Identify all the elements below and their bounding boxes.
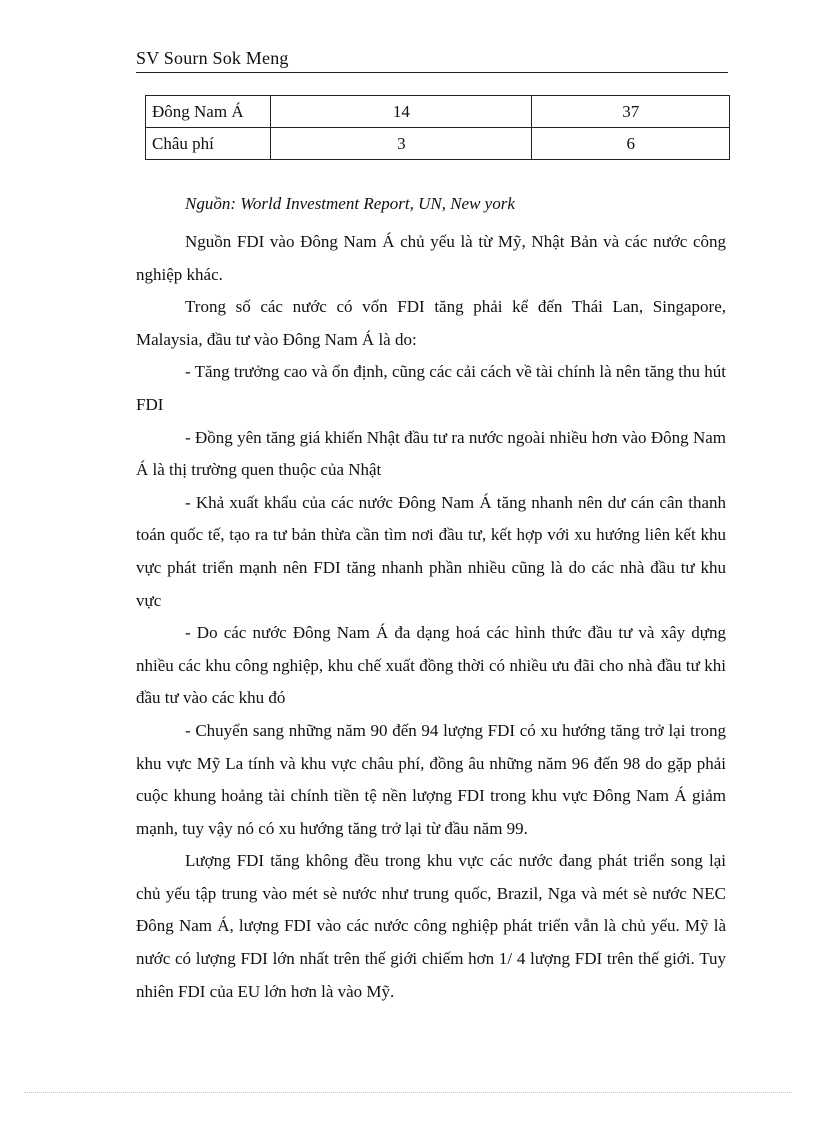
page-header — [136, 48, 728, 73]
table-row — [146, 128, 730, 160]
paragraph: Lượng FDI tăng không đều trong khu vực các nước đang phát triển song lại chủ yếu tập trung vào mét sè nước như trung quốc, Brazil, Nga và mét sè nước NEC Đông Nam Á, lượng FDI vào các nước công nghiệp phát triển vẫn là chủ yếu. Mỹ là nước có lượng FDI lớn nhất trên thế giới chiếm hơn 1/ 4 lượng FDI trên thế giới. Tuy nhiên FDI của EU lớn hơn là vào Mỹ. — [136, 851, 726, 1001]
paragraph: - Khả xuất khẩu của các nước Đông Nam Á tăng nhanh nên dư cán cân thanh toán quốc tế, tạo ra tư bản thừa cần tìm nơi đầu tư, kết hợp với xu hướng liên kết khu vực phát triển mạnh nên FDI tăng nhanh phần nhiều cũng là do các nhà đầu tư khu vực — [136, 492, 726, 610]
header-author: SV Sourn Sok Meng — [136, 48, 289, 68]
table-cell-region: Đông Nam Á — [146, 96, 271, 128]
table-cell-value: 37 — [532, 96, 730, 128]
paragraph: Trong số các nước có vốn FDI tăng phải kể đến Thái Lan, Singapore, Malaysia, đầu tư vào Đông Nam Á là do: — [136, 297, 726, 349]
body-text — [136, 226, 726, 1008]
paragraph: - Tăng trưởng cao và ổn định, cũng các cải cách về tài chính là nên tăng thu hút FDI — [136, 362, 726, 414]
table-cell-value: 14 — [271, 96, 532, 128]
table-cell-region: Châu phí — [146, 128, 271, 160]
paragraph: - Đồng yên tăng giá khiến Nhật đầu tư ra nước ngoài nhiều hơn vào Đông Nam Á là thị trường quen thuộc của Nhật — [136, 427, 726, 480]
table-cell-value: 3 — [271, 128, 532, 160]
fdi-table — [145, 95, 730, 160]
table-row — [146, 96, 730, 128]
page-bottom-divider — [24, 1092, 792, 1093]
paragraph: Nguồn FDI vào Đông Nam Á chủ yếu là từ Mỹ, Nhật Bản và các nước công nghiệp khác. — [136, 232, 726, 284]
paragraph: - Chuyển sang những năm 90 đến 94 lượng FDI có xu hướng tăng trở lại trong khu vực Mỹ La tính và khu vực châu phí, đồng âu những năm 96 đến 98 do gặp phải cuộc khung hoảng tài chính tiền tệ nền lượng FDI trong khu vực Đông Nam Á giảm mạnh, tuy vậy nó có xu hướng tăng trở lại từ đầu năm 99. — [136, 720, 726, 838]
source-note: Nguồn: World Investment Report, UN, New york — [185, 194, 515, 213]
table-cell-value: 6 — [532, 128, 730, 160]
paragraph: - Do các nước Đông Nam Á đa dạng hoá các hình thức đầu tư và xây dựng nhiều các khu công nghiệp, khu chế xuất đồng thời có nhiều ưu đãi cho nhà đầu tư khi đầu tư vào các khu đó — [136, 623, 726, 708]
